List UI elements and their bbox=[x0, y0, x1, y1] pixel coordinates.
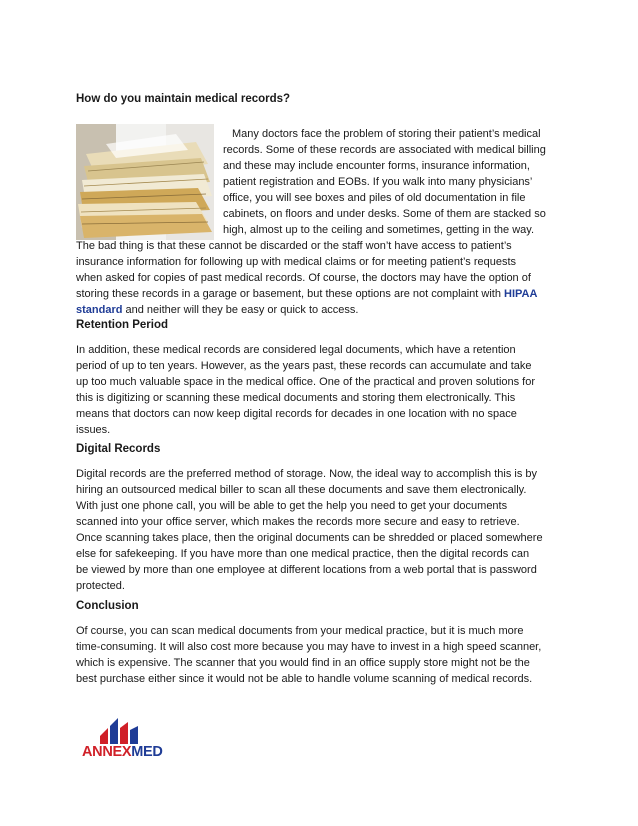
intro-line: Many doctors face the problem of storing their patient’s medical bbox=[232, 128, 541, 140]
hipaa-standard-link[interactable]: HIPAA bbox=[504, 288, 538, 300]
annexmed-logo bbox=[82, 718, 192, 770]
paragraph-line: issues. bbox=[76, 424, 111, 436]
section-paragraph bbox=[76, 466, 566, 594]
section-paragraph bbox=[76, 623, 566, 687]
paragraph-line: period of up to ten years. However, as the years past, these records can accumulate and take bbox=[76, 360, 532, 372]
intro-paragraph bbox=[76, 126, 566, 318]
intro-line: office, you will see boxes and piles of old documentation in file bbox=[223, 192, 526, 204]
paragraph-line: means that doctors can now keep digital records for decades in one location with no space bbox=[76, 408, 517, 420]
section-heading: Conclusion bbox=[76, 600, 139, 612]
paragraph-line: With just one phone call, you will be able to get the help you need to get your documents bbox=[76, 500, 508, 512]
logo-wordmark: ANNEXMED bbox=[82, 744, 163, 760]
document-title: How do you maintain medical records? bbox=[76, 93, 291, 105]
intro-line: cabinets, on floors and under desks. Some of them are stacked so bbox=[223, 208, 546, 220]
section-heading: Retention Period bbox=[76, 319, 169, 331]
paragraph-line: In addition, these medical records are considered legal documents, which have a retention bbox=[76, 344, 516, 356]
intro-line: insurance information for following up with medical claims or for meeting patient’s requests bbox=[76, 256, 517, 268]
paragraph-line: up too much valuable space in the medical office. One of the practical and proven solutions for bbox=[76, 376, 536, 388]
intro-line: The bad thing is that these cannot be discarded or the staff won’t have access to patient’s bbox=[76, 240, 512, 252]
paragraph-line: Once scanning takes place, then the original documents can be shredded or placed somewhere bbox=[76, 532, 543, 544]
paragraph-line: scanned into your office server, which makes the records more secure and easy to retrieve. bbox=[76, 516, 520, 528]
intro-line: when asked for copies of past medical records. Of course, the doctors may have the option of bbox=[76, 272, 531, 284]
intro-line: high, almost up to the ceiling and sometimes, getting in the way. bbox=[223, 224, 535, 236]
paragraph-line: else for safekeeping. If you have more than one medical practice, then the digital records can bbox=[76, 548, 530, 560]
paragraph-line: which is expensive. The scanner that you would find in an office supply store might not be the bbox=[76, 657, 530, 669]
section-retention-period bbox=[76, 319, 566, 438]
hipaa-standard-link-continued[interactable]: standard bbox=[76, 304, 123, 316]
section-heading: Digital Records bbox=[76, 443, 161, 455]
intro-line: records. Some of these records are associated with medical billing bbox=[223, 144, 546, 156]
paragraph-line: protected. bbox=[76, 580, 125, 592]
paragraph-line: Of course, you can scan medical documents from your medical practice, but it is much more bbox=[76, 625, 524, 637]
paragraph-line: be viewed by more than one employee at different locations from a web portal that is password bbox=[76, 564, 537, 576]
paragraph-line: best purchase either since it would not be able to handle volume scanning of medical records. bbox=[76, 673, 533, 685]
section-digital-records bbox=[76, 443, 566, 594]
paragraph-line: time-consuming. It will also cost more because you may have to invest in a high speed scanner, bbox=[76, 641, 542, 653]
paragraph-line: this is digitizing or scanning these medical documents and storing them electronically. This bbox=[76, 392, 516, 404]
section-conclusion bbox=[76, 600, 566, 687]
intro-line: standard and neither will they be easy or quick to access. bbox=[76, 304, 359, 316]
logo-mark-icon bbox=[94, 718, 144, 744]
intro-line: storing these records in a garage or basement, but these options are not complaint with HIPAA bbox=[76, 288, 538, 300]
intro-line: and these may include encounter forms, insurance information, bbox=[223, 160, 530, 172]
intro-line: patient registration and EOBs. If you walk into many physicians’ bbox=[223, 176, 533, 188]
paragraph-line: hiring an outsourced medical biller to scan all these documents and save them electronically. bbox=[76, 484, 527, 496]
section-paragraph bbox=[76, 342, 566, 438]
paragraph-line: Digital records are the preferred method of storage. Now, the ideal way to accomplish this is by bbox=[76, 468, 538, 480]
